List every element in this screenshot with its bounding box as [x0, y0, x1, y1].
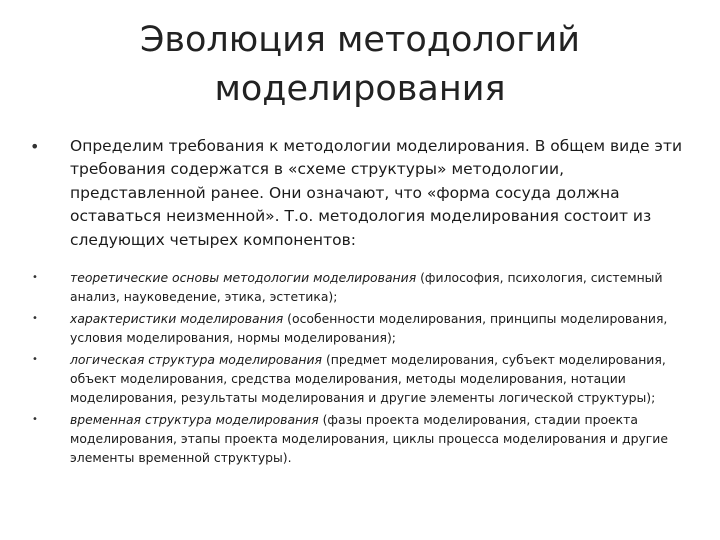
component-list	[28, 268, 688, 467]
bullet-icon: •	[30, 137, 40, 156]
component-description: (философия, психология, системный анализ, науковедение, этика, эстетика);	[70, 270, 663, 305]
bullet-icon: •	[32, 354, 38, 366]
component-description: (предмет моделирования, субъект моделирования, объект моделирования, средства моделирования, методы моделирования, нотации моделирования, результаты моделирования и другие элементы логической структуры);	[70, 352, 666, 406]
component-term: характеристики моделирования	[70, 311, 284, 327]
component-item-time-structure	[28, 410, 688, 467]
component-description: (фазы проекта моделирования, стадии проекта моделирования, этапы проекта моделирования, циклы процесса моделирования и другие элементы временной структуры).	[70, 412, 668, 466]
component-term: теоретические основы методологии моделирования	[70, 270, 417, 286]
component-description: (особенности моделирования, принципы моделирования, условия моделирования, нормы моделирования);	[70, 311, 668, 346]
slide-title	[40, 16, 680, 114]
main-bullet-item	[28, 135, 688, 252]
slide-content	[28, 135, 688, 470]
component-item-characteristics	[28, 309, 688, 347]
slide-title-line-2: моделирования	[214, 69, 506, 109]
component-term: временная структура моделирования	[70, 412, 319, 428]
component-item-theory	[28, 268, 688, 306]
main-bullet-text: Определим требования к методологии моделирования. В общем виде эти требования содержатся в «схеме структуры» методологии, представленной ранее. Они означают, что «форма сосуда должна оставаться неизменной». Т.о. методология моделирования состоит из следующих четырех компонентов:	[70, 137, 683, 249]
bullet-icon: •	[32, 313, 38, 325]
bullet-icon: •	[32, 272, 38, 284]
component-item-logical-structure	[28, 350, 688, 407]
slide-title-line-1: Эволюция методологий	[139, 20, 581, 60]
bullet-icon: •	[32, 414, 38, 426]
component-term: логическая структура моделирования	[70, 352, 322, 368]
